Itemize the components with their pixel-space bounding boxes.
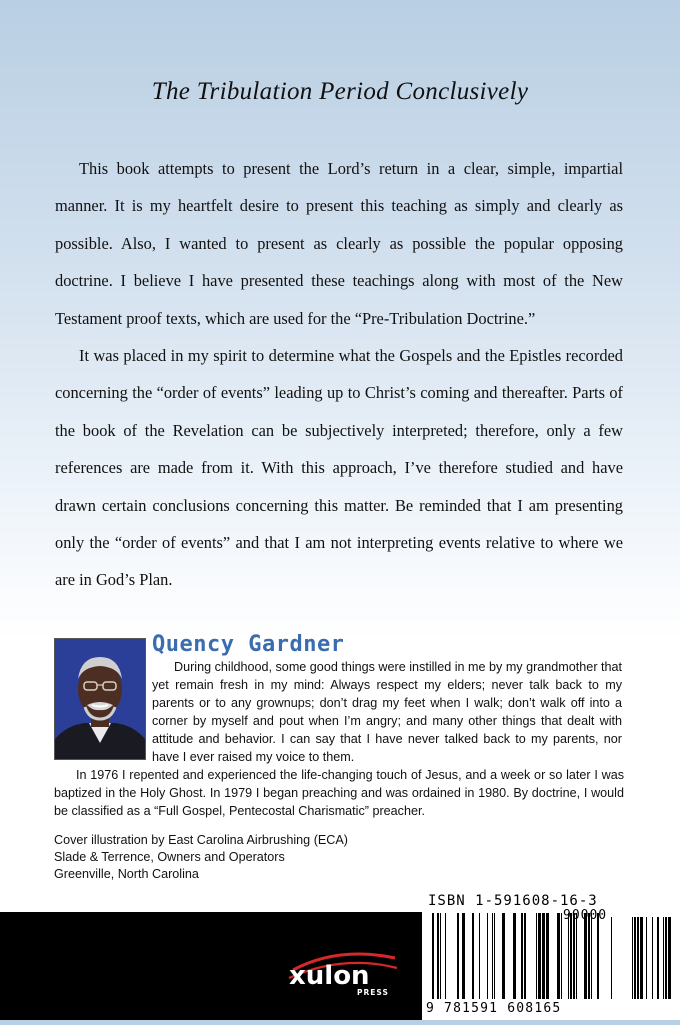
author-bio bbox=[152, 658, 622, 766]
description-paragraph: It was placed in my spirit to determine what the Gospels and the Epistles recorded concerning the “order of events” leading up to Christ’s coming and thereafter. Parts of the book of the Revelation can be subjectively interpreted; therefore, only a few references are made from it. With this approach, I’ve therefore studied and have drawn certain conclusions concerning this matter. Be reminded that I am presenting only the “order of events” and that I am not interpreting events relative to where we are in God’s Plan. bbox=[55, 346, 623, 590]
description-paragraph: This book attempts to present the Lord’s return in a clear, simple, impartial manner. It is my heartfelt desire to present this teaching as simply and clearly as possible. Also, I wanted to present as clearly as possible the popular opposing doctrine. I believe I have presented these teachings along with most of the New Testament proof texts, which are used for the “Pre-Tribulation Doctrine.” bbox=[55, 159, 623, 328]
author-photo bbox=[54, 638, 146, 760]
book-title: The Tribulation Period Conclusively bbox=[151, 78, 529, 105]
barcode-number: 9 781591 608165 bbox=[426, 1001, 562, 1016]
price-code: 90000 bbox=[563, 908, 608, 923]
logo-text: xulon bbox=[289, 961, 370, 991]
author-portrait-image bbox=[55, 639, 145, 759]
isbn-label: ISBN 1-591608-16-3 bbox=[428, 893, 598, 909]
bio-paragraph: In 1976 I repented and experienced the life-changing touch of Jesus, and a week or so later I was baptized in the Holy Ghost. In 1979 I began preaching and was ordained in 1980. By doctrine, I would be classified as a “Full Gospel, Pentecostal Charismatic” preacher. bbox=[54, 768, 624, 818]
credit-line: Greenville, North Carolina bbox=[54, 867, 199, 881]
credit-line: Slade & Terrence, Owners and Operators bbox=[54, 850, 285, 864]
logo-subtext: PRESS bbox=[357, 988, 389, 997]
xulon-logo-icon bbox=[283, 948, 403, 998]
book-description bbox=[55, 150, 623, 599]
credit-line: Cover illustration by East Carolina Airbrushing (ECA) bbox=[54, 833, 348, 847]
bio-paragraph: During childhood, some good things were instilled in me by my grandmother that yet remain fresh in my mind: Always respect my elders; never talk back to my parents or to any grownups; don’t drag my feet when I walk; don’t walk off into a corner by myself and pout when I’m angry; and many other things that dealt with attitude and behavior. I can say that I have never talked back to my parents, nor have I ever raised my voice to them. bbox=[152, 660, 623, 764]
author-name: Quency Gardner bbox=[152, 632, 345, 657]
author-bio-continued bbox=[54, 766, 624, 820]
cover-credits bbox=[54, 832, 348, 883]
publisher-logo bbox=[283, 948, 403, 998]
